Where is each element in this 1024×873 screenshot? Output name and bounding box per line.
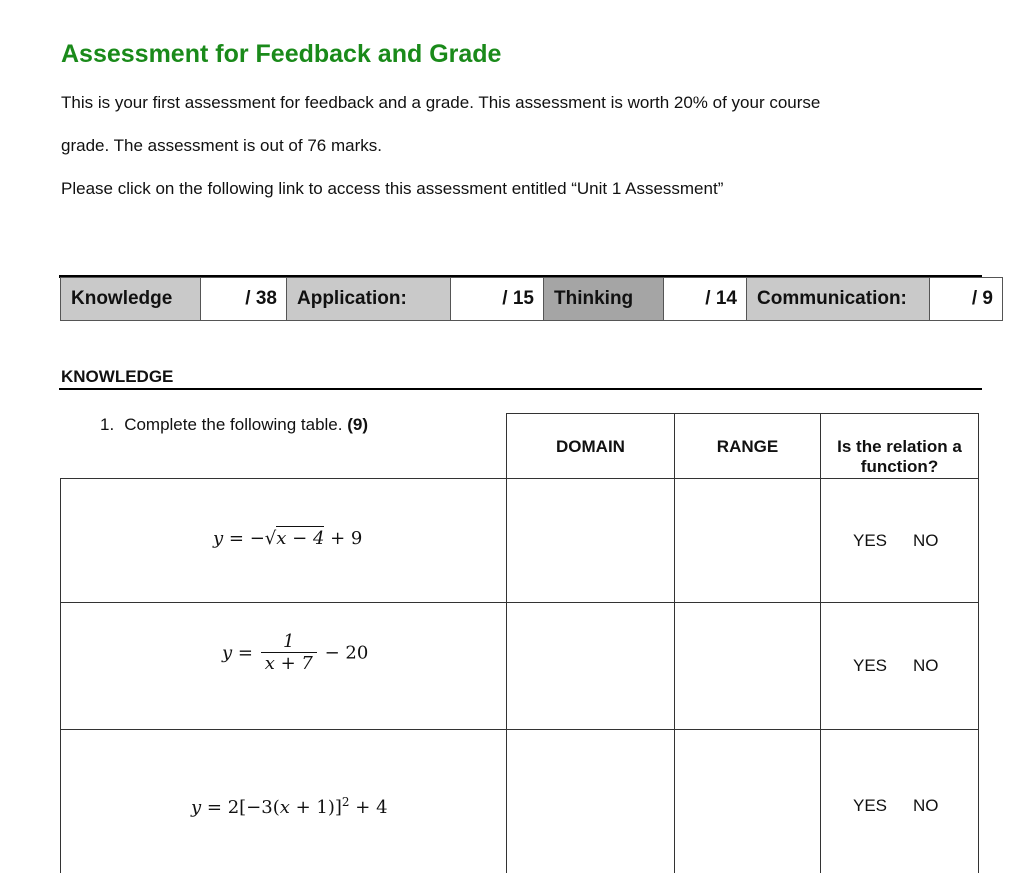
column-header-function xyxy=(821,437,978,477)
row-2-function-choice xyxy=(853,656,939,676)
marks-summary-table xyxy=(60,277,1003,321)
thinking-label: Thinking xyxy=(543,277,664,321)
yes-option: YES xyxy=(853,656,888,675)
table-rule-row-2 xyxy=(60,729,979,730)
table-rule-header-top xyxy=(506,413,979,414)
table-rule-col-1 xyxy=(506,413,507,873)
table-rule-right xyxy=(978,413,979,873)
equation-remainder: − 20 xyxy=(318,642,369,664)
equation-variable: y xyxy=(213,528,224,549)
communication-label: Communication: xyxy=(746,277,930,321)
intro-paragraph-line-2: grade. The assessment is out of 76 marks. xyxy=(61,136,382,155)
row-1-function-choice xyxy=(853,531,939,551)
question-marks: (9) xyxy=(347,415,368,434)
equation-fraction xyxy=(261,632,317,675)
equation-operator: = − xyxy=(223,528,265,549)
assessment-link-instruction: Please click on the following link to access this assessment entitled “Unit 1 Assessment” xyxy=(61,179,724,198)
thinking-score: / 14 xyxy=(663,277,747,321)
knowledge-score: / 38 xyxy=(200,277,287,321)
question-1-prompt xyxy=(100,415,368,435)
equation-operator: = 2[−3( xyxy=(201,797,280,818)
column-header-range: RANGE xyxy=(716,437,779,456)
equation-variable: y xyxy=(222,642,233,664)
section-heading-rule xyxy=(59,388,982,390)
document-title: Assessment for Feedback and Grade xyxy=(61,40,502,68)
equation-exponent: 2 xyxy=(341,795,350,809)
no-option: NO xyxy=(913,531,939,550)
equation-variable: y xyxy=(191,797,202,818)
table-rule-row-1 xyxy=(60,602,979,603)
table-rule-header-bottom xyxy=(60,478,979,479)
equation-operator: = xyxy=(232,642,259,664)
equation-remainder: + 9 xyxy=(324,528,363,549)
row-3-function-choice xyxy=(853,796,939,816)
column-header-function-line-2: function? xyxy=(860,457,939,476)
table-rule-col-3 xyxy=(820,413,821,873)
row-1-equation xyxy=(213,528,362,549)
intro-paragraph-line-1: This is your first assessment for feedback and a grade. This assessment is worth 20% of your course xyxy=(61,93,821,112)
radical-sign: √ xyxy=(264,528,277,549)
question-number: 1. xyxy=(100,415,115,434)
yes-option: YES xyxy=(853,796,888,815)
column-header-function-line-1: Is the relation a xyxy=(837,437,962,456)
no-option: NO xyxy=(913,796,939,815)
column-header-domain: DOMAIN xyxy=(556,437,625,456)
communication-score: / 9 xyxy=(929,277,1003,321)
no-option: NO xyxy=(913,656,939,675)
equation-inner-variable: x xyxy=(279,797,290,818)
question-text: Complete the following table. xyxy=(124,415,343,434)
fraction-denominator: x + 7 xyxy=(261,652,317,675)
equation-remainder: + 4 xyxy=(349,797,388,818)
row-2-equation xyxy=(222,632,368,675)
application-score: / 15 xyxy=(450,277,544,321)
section-heading-knowledge: KNOWLEDGE xyxy=(61,367,174,386)
row-3-equation xyxy=(191,795,388,818)
yes-option: YES xyxy=(853,531,888,550)
table-rule-col-2 xyxy=(674,413,675,873)
equation-radicand: x − 4 xyxy=(276,528,325,549)
knowledge-label: Knowledge xyxy=(60,277,201,321)
fraction-numerator: 1 xyxy=(283,631,295,652)
table-rule-left xyxy=(60,478,61,873)
equation-inner-term: + 1)] xyxy=(289,797,342,818)
application-label: Application: xyxy=(286,277,451,321)
